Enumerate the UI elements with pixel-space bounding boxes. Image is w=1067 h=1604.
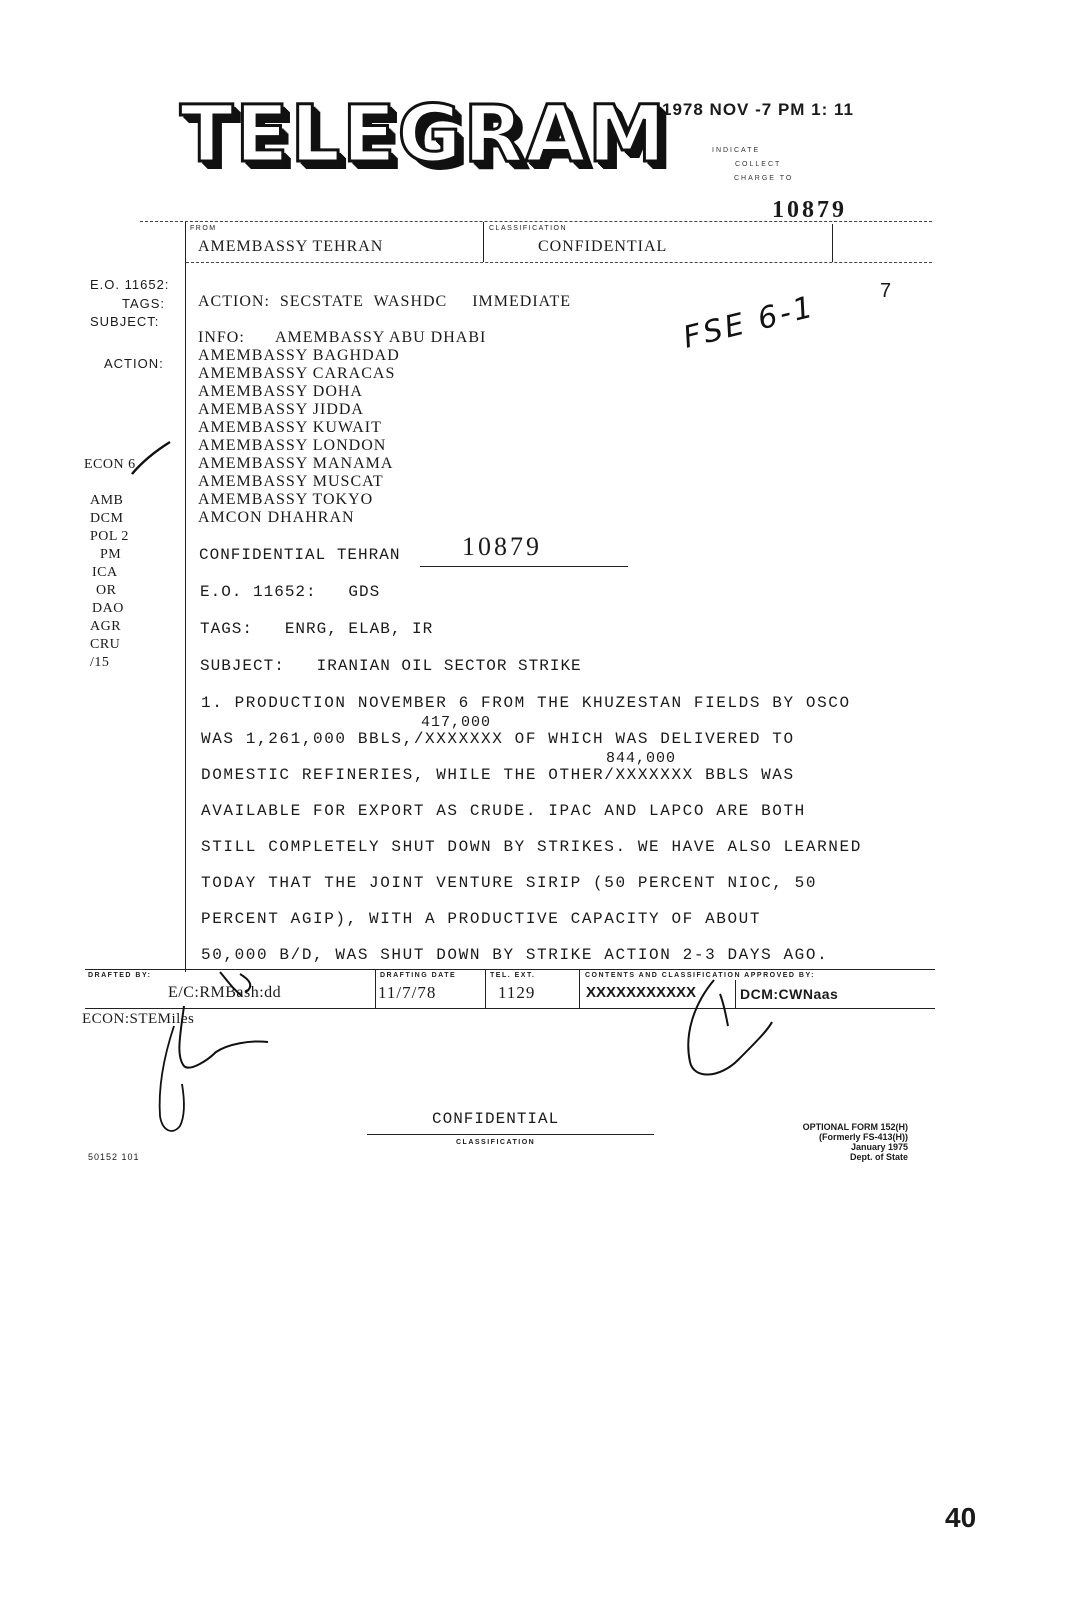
distribution-item: PM xyxy=(100,547,122,562)
subject-margin-label: SUBJECT: xyxy=(90,314,160,329)
charge-to-label: CHARGE TO xyxy=(734,175,794,182)
from-box-divider xyxy=(483,222,484,262)
addressee-list xyxy=(198,347,400,527)
body-line: STILL COMPLETELY SHUT DOWN BY STRIKES. WE HAVE ALSO LEARNED xyxy=(201,838,862,856)
optional-form-label: OPTIONAL FORM 152(H) xyxy=(802,1122,908,1132)
distribution-item: /15 xyxy=(90,655,110,670)
corner-mark: 7 xyxy=(880,280,892,302)
classification-value: CONFIDENTIAL xyxy=(538,238,668,255)
body-line: 50,000 B/D, WAS SHUT DOWN BY STRIKE ACTION 2-3 DAYS AGO. xyxy=(201,946,829,964)
approved-struck-value: XXXXXXXXXXX xyxy=(586,984,697,1001)
footer-divider xyxy=(485,970,486,1008)
telegram-title: TELEGRAM xyxy=(180,90,668,180)
ref-number: 10879 xyxy=(462,532,542,561)
drafted-by-label: DRAFTED BY: xyxy=(88,972,152,979)
indicate-label: INDICATE xyxy=(712,147,761,154)
approved-by-value: DCM:CWNaas xyxy=(740,986,839,1002)
distribution-item: DAO xyxy=(92,601,124,616)
drafting-date-label: DRAFTING DATE xyxy=(380,972,457,979)
body-line: PERCENT AGIP), WITH A PRODUCTIVE CAPACITY OF ABOUT xyxy=(201,910,762,928)
body-left-rule xyxy=(185,262,186,972)
addressee: AMEMBASSY MANAMA xyxy=(198,455,394,472)
addressee: AMEMBASSY DOHA xyxy=(198,383,363,400)
tags-margin-label: TAGS: xyxy=(122,296,166,311)
addressee: AMEMBASSY KUWAIT xyxy=(198,419,382,436)
distribution-item: ECON 6 xyxy=(84,457,136,472)
signature-scrawl-left xyxy=(150,966,280,1146)
addressee: AMEMBASSY BAGHDAD xyxy=(198,347,400,364)
addressee: AMEMBASSY MUSCAT xyxy=(198,473,384,490)
dept-label: Dept. of State xyxy=(849,1152,908,1162)
handwritten-fse-note: FSE 6-1 xyxy=(679,289,820,356)
distribution-item: POL 2 xyxy=(90,529,129,544)
insert-figure: 417,000 xyxy=(421,714,492,731)
formerly-label: (Formerly FS-413(H)) xyxy=(818,1132,908,1142)
from-value: AMEMBASSY TEHRAN xyxy=(198,238,384,255)
class-box-right xyxy=(832,224,833,262)
distribution-list xyxy=(84,456,154,672)
distribution-item: AGR xyxy=(90,619,122,634)
action-margin-label: ACTION: xyxy=(104,356,164,371)
classification-label: CLASSIFICATION xyxy=(489,225,568,232)
action-line: ACTION: SECSTATE WASHDC IMMEDIATE xyxy=(198,293,571,310)
datetime-stamp: 1978 NOV -7 PM 1: 11 xyxy=(662,100,854,119)
check-mark-icon xyxy=(128,440,174,480)
distribution-item: DCM xyxy=(90,511,124,526)
body-line: DOMESTIC REFINERIES, WHILE THE OTHER/XXXXXXX BBLS WAS xyxy=(201,766,795,784)
addressee: AMEMBASSY JIDDA xyxy=(198,401,364,418)
info-first-addressee: AMEMBASSY ABU DHABI xyxy=(275,329,487,346)
drafted-by-value: E/C:RMBash:dd xyxy=(168,984,282,1001)
tags-line: TAGS: ENRG, ELAB, IR xyxy=(200,620,434,638)
footer-divider xyxy=(375,970,376,1008)
classification-underline xyxy=(367,1134,654,1135)
eo-line: E.O. 11652: GDS xyxy=(200,583,381,601)
distribution-item: AMB xyxy=(90,493,124,508)
form-code: 50152 101 xyxy=(88,1152,140,1162)
ref-underline xyxy=(420,566,628,567)
footer-divider xyxy=(579,970,580,1008)
approved-label: CONTENTS AND CLASSIFICATION APPROVED BY: xyxy=(585,972,815,979)
footer-classification: CONFIDENTIAL xyxy=(432,1110,560,1128)
tel-ext-label: TEL. EXT. xyxy=(490,972,536,979)
classification-caption: CLASSIFICATION xyxy=(456,1139,536,1146)
info-label: INFO: xyxy=(198,329,245,346)
top-rule xyxy=(140,221,932,222)
telegram-number: 10879 xyxy=(772,197,847,223)
from-box-bottom xyxy=(186,262,932,263)
addressee: AMEMBASSY LONDON xyxy=(198,437,387,454)
insert-figure: 844,000 xyxy=(606,750,677,767)
optional-form-block xyxy=(740,1122,908,1162)
page-number: 40 xyxy=(945,1502,977,1533)
body-line: AVAILABLE FOR EXPORT AS CRUDE. IPAC AND LAPCO ARE BOTH xyxy=(201,802,806,820)
form-date: January 1975 xyxy=(850,1142,908,1152)
distribution-item: OR xyxy=(96,583,117,598)
eo-margin-label: E.O. 11652: xyxy=(90,277,170,292)
from-label: FROM xyxy=(190,225,217,232)
body-line: WAS 1,261,000 BBLS,/XXXXXXX OF WHICH WAS DELIVERED TO xyxy=(201,730,795,748)
distribution-item: ICA xyxy=(92,565,118,580)
drafting-date-value: 11/7/78 xyxy=(378,983,437,1002)
collect-label: COLLECT xyxy=(735,161,782,168)
clearance-line: ECON:STEMiles xyxy=(82,1011,195,1027)
ref-line: CONFIDENTIAL TEHRAN xyxy=(199,546,401,564)
addressee: AMCON DHAHRAN xyxy=(198,509,355,526)
distribution-item: CRU xyxy=(90,637,121,652)
addressee: AMEMBASSY CARACAS xyxy=(198,365,396,382)
addressee: AMEMBASSY TOKYO xyxy=(198,491,374,508)
tel-ext-value: 1129 xyxy=(498,983,536,1002)
body-line: 1. PRODUCTION NOVEMBER 6 FROM THE KHUZESTAN FIELDS BY OSCO xyxy=(201,694,851,712)
body-line: TODAY THAT THE JOINT VENTURE SIRIP (50 PERCENT NIOC, 50 xyxy=(201,874,818,892)
from-box-left xyxy=(185,222,186,264)
subject-line: SUBJECT: IRANIAN OIL SECTOR STRIKE xyxy=(200,657,582,675)
signature-scrawl-right xyxy=(680,974,780,1084)
